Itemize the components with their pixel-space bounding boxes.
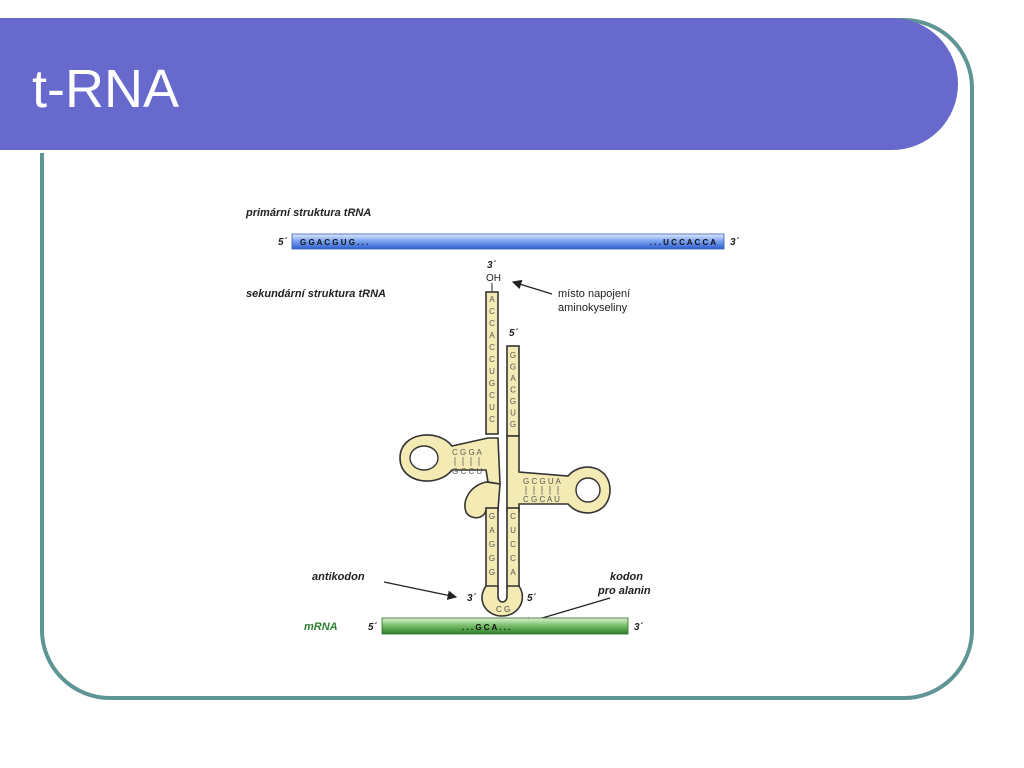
d-arm-bottom-seq: G C C U [452,467,483,476]
codon-label-line1: kodon [610,571,643,583]
d-arm-top-seq: C G G A [452,448,482,457]
primary-three-prime: 3´ [730,237,739,248]
mrna-label: mRNA [304,621,338,633]
t-arm-top-seq: G C G U A [523,477,561,486]
anticodon-left-nucleotide: G [488,568,496,577]
acceptor-left-sequence [489,295,495,424]
mrna-five-prime: 5´ [368,622,377,633]
acceptor-right-sequence [510,351,516,429]
mrna-three-prime: 3´ [634,622,643,633]
acceptor-right-nucleotide: G [509,420,517,429]
anticodon-right-nucleotide: A [510,568,516,577]
anticodon-label: antikodon [312,571,365,583]
acceptor-left-nucleotide: U [489,403,495,412]
acceptor-left-nucleotide: C [489,343,495,352]
acceptor-right-nucleotide: G [509,351,517,360]
slide-title: t-RNA [32,59,179,119]
anticodon-five-prime: 5´ [527,593,536,604]
t-loop-hole [576,478,600,502]
anticodon-left-nucleotide: G [488,554,496,563]
acceptor-left-nucleotide: G [488,379,496,388]
anticodon-right-nucleotide: C [510,554,516,563]
primary-sequence-start: G G A C G U G . . . [300,238,369,247]
mrna-sequence: . . . G C A . . . [462,623,511,632]
attachment-label-line1: místo napojení [558,288,631,300]
acceptor-left-nucleotide: A [489,295,495,304]
oh-group: OH [486,273,501,284]
attachment-label-line2: aminokyseliny [558,302,628,314]
anticodon-right-nucleotide: C [510,540,516,549]
acceptor-right-nucleotide: U [510,408,516,418]
top-three-prime: 3´ [487,260,496,271]
primary-five-prime: 5´ [278,237,287,248]
acceptor-left-nucleotide: C [489,355,495,364]
anticodon-right-nucleotide: C [510,512,516,521]
anticodon-left-nucleotide: G [488,512,496,521]
acceptor-left-nucleotide: C [489,319,495,328]
anticodon-right-nucleotide: U [510,526,516,535]
acceptor-left-nucleotide: U [489,367,495,376]
anticodon-arrow [384,582,456,597]
codon-label-line2: pro alanin [598,585,651,597]
acceptor-left-nucleotide: A [489,331,495,340]
anticodon-loop-seq: C G [496,605,511,614]
acceptor-left-nucleotide: C [489,415,495,424]
acceptor-right-nucleotide: G [509,362,517,372]
acceptor-right-nucleotide: A [510,374,516,383]
anticodon-left-nucleotide: A [489,526,495,535]
secondary-structure-label: sekundární struktura tRNA [246,288,386,300]
d-loop-hole [410,446,438,470]
acceptor-right-nucleotide: G [509,397,517,406]
anticodon-left-nucleotide: G [488,540,496,549]
anticodon-three-prime: 3´ [467,593,476,604]
acceptor-left-nucleotide: C [489,307,495,316]
acceptor-five-prime: 5´ [509,328,518,339]
primary-structure-label: primární struktura tRNA [246,207,372,219]
acceptor-left-nucleotide: C [489,391,495,400]
attachment-arrow [513,282,552,294]
acceptor-right-nucleotide: C [510,385,516,395]
primary-sequence-end: . . . U C C A C C A [649,238,716,247]
t-arm-bottom-seq: C G C A U [523,495,560,504]
